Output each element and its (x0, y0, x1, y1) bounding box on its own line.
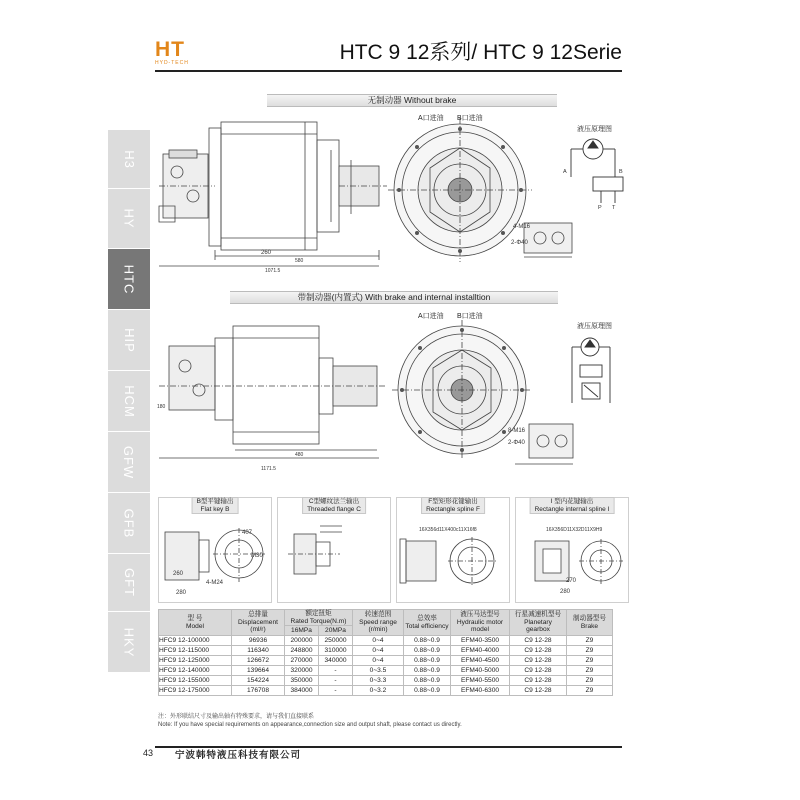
shaft-type-i-title: I 型内花键输出 Rectangle internal spline I (530, 497, 615, 514)
motor-side-view-with-brake (155, 308, 395, 473)
internal-spline-i-drawing (517, 535, 625, 597)
dim-270: 270 (566, 578, 577, 584)
table-cell: C9 12-28 (510, 646, 567, 656)
svg-text:B: B (619, 169, 623, 175)
table-cell: HFC9 12-155000 (159, 676, 232, 686)
table-cell: 176708 (232, 686, 285, 696)
tab-htc[interactable]: HTC (108, 249, 150, 309)
hydraulic-circuit-diagram (545, 135, 630, 210)
table-cell: 154224 (232, 676, 285, 686)
table-cell: - (318, 676, 352, 686)
table-cell: Z9 (567, 646, 613, 656)
table-row (159, 666, 613, 676)
col-displacement: 总排量 Displacement (ml/r) (232, 610, 285, 636)
table-cell: 116340 (232, 646, 285, 656)
col-gearbox: 行星减速机型号 Planetary gearbox (510, 610, 567, 636)
table-cell: 0.88~0.9 (404, 646, 451, 656)
table-cell: HFC9 12-100000 (159, 636, 232, 646)
dim-label: 480 (295, 452, 304, 458)
port-b-label: B口进油 (457, 115, 483, 122)
hydraulic-circuit-diagram-2 (560, 333, 625, 413)
table-cell: C9 12-28 (510, 666, 567, 676)
dim-4-m24: 4-M24 (206, 580, 224, 586)
port-a-label-2: A口进油 (418, 313, 444, 320)
table-cell: 96936 (232, 636, 285, 646)
section-label-with-brake: 带制动器(内置式) With brake and internal installtion (230, 291, 558, 304)
port-b-label-2: B口进油 (457, 313, 483, 320)
table-row (159, 676, 613, 686)
table-cell: EFM40-5000 (451, 666, 510, 676)
table-cell: 0~4 (353, 646, 404, 656)
tab-gfb[interactable]: GFB (108, 493, 150, 553)
dim-label: 1171.5 (261, 466, 276, 472)
table-cell: - (318, 686, 352, 696)
table-row (159, 636, 613, 646)
table-cell: C9 12-28 (510, 676, 567, 686)
spec-table (158, 609, 613, 696)
dim-m30: M30 (251, 553, 263, 559)
logo-text: HT (155, 38, 185, 61)
spline-f-spec: 16X356d11X400c11X16f8 (419, 527, 477, 533)
shaft-type-b-title: B型平键输出 Flat key B (192, 497, 239, 514)
table-cell: 126672 (232, 656, 285, 666)
table-cell: Z9 (567, 686, 613, 696)
table-cell: 0~3.2 (353, 686, 404, 696)
header-rule (155, 70, 622, 72)
table-cell: Z9 (567, 656, 613, 666)
table-cell: Z9 (567, 666, 613, 676)
table-cell: 0.88~0.9 (404, 656, 451, 666)
table-row (159, 686, 613, 696)
page-title: HTC 9 12系列/ HTC 9 12Serie (339, 41, 622, 64)
table-cell: C9 12-28 (510, 636, 567, 646)
table-cell: 0.88~0.9 (404, 686, 451, 696)
dim-label: 580 (295, 258, 304, 264)
rectangle-spline-f-drawing (398, 535, 506, 597)
table-cell: 340000 (318, 656, 352, 666)
svg-text:P: P (598, 205, 602, 210)
circuit-label-2: 液压原理图 (577, 323, 612, 330)
dim-label: 180 (157, 404, 166, 410)
table-cell: 248800 (285, 646, 319, 656)
tab-hy[interactable]: HY (108, 189, 150, 248)
table-cell: 200000 (285, 636, 319, 646)
motor-side-view-without-brake (155, 110, 395, 275)
footnote (158, 713, 462, 729)
col-speed: 转速范围 Speed range (r/min) (353, 610, 404, 636)
tab-gfw[interactable]: GFW (108, 432, 150, 492)
table-row (159, 656, 613, 666)
port-size-label: 2-Φ40 (511, 240, 528, 246)
dim-280: 280 (176, 590, 187, 596)
table-cell: EFM40-4500 (451, 656, 510, 666)
footnote-en: Note: If you have special requirements on appearance,connection size and output shaft, please contact us directly. (158, 722, 462, 728)
table-cell: C9 12-28 (510, 686, 567, 696)
table-cell: 310000 (318, 646, 352, 656)
table-cell: HFC9 12-115000 (159, 646, 232, 656)
dim-260: 260 (173, 571, 184, 577)
shaft-type-f-title: F型矩形花键输出 Rectangle spline F (421, 497, 485, 514)
col-motor: 液压马达型号 Hydraulic motor model (451, 610, 510, 636)
section-label-without-brake: 无制动器 Without brake (267, 94, 557, 107)
table-cell: EFM40-3500 (451, 636, 510, 646)
shaft-type-c-title: C型螺纹法兰输出 Threaded flange C (302, 497, 366, 514)
table-cell: - (318, 666, 352, 676)
bolt-spec-label: 4-M16 (513, 224, 531, 230)
table-row (159, 646, 613, 656)
tab-gft[interactable]: GFT (108, 554, 150, 611)
col-torque-16mpa: 16MPa (285, 626, 319, 636)
table-cell: 250000 (318, 636, 352, 646)
page-number: 43 (143, 748, 154, 758)
table-cell: 0.88~0.9 (404, 636, 451, 646)
dim-label: 260 (261, 250, 272, 256)
table-cell: 0~3.5 (353, 666, 404, 676)
table-cell: 320000 (285, 666, 319, 676)
tab-hcm[interactable]: HCM (108, 371, 150, 431)
port-size-label-2: 2-Φ40 (508, 440, 525, 446)
port-a-label: A口进油 (418, 115, 444, 122)
tab-h3[interactable]: H3 (108, 130, 150, 188)
dim-407: 407 (242, 530, 253, 536)
threaded-flange-c-drawing (280, 520, 386, 598)
table-cell: 270000 (285, 656, 319, 666)
table-cell: 0.88~0.9 (404, 676, 451, 686)
spline-i-spec: 16X356D11X32D11X9H9 (546, 527, 603, 533)
dim-280-i: 280 (560, 589, 571, 595)
table-cell: EFM40-5500 (451, 676, 510, 686)
table-cell: 384000 (285, 686, 319, 696)
circuit-label: 液压原理图 (577, 126, 612, 133)
table-cell: 139664 (232, 666, 285, 676)
col-efficiency: 总效率 Total efficiency (404, 610, 451, 636)
logo-subtext: HYD-TECH (155, 60, 189, 66)
col-brake: 制动器型号 Brake (567, 610, 613, 636)
table-cell: HFC9 12-140000 (159, 666, 232, 676)
tab-hky[interactable]: HKY (108, 612, 150, 672)
bolt-spec-label-2: 8-M16 (508, 428, 526, 434)
table-cell: Z9 (567, 676, 613, 686)
table-cell: 0~4 (353, 656, 404, 666)
brand-logo (155, 40, 215, 70)
table-cell: 0~3.3 (353, 676, 404, 686)
col-torque: 额定扭矩 Rated Torque(N.m) (285, 610, 353, 626)
tab-hip[interactable]: HIP (108, 310, 150, 370)
table-cell: HFC9 12-125000 (159, 656, 232, 666)
table-cell: 0~4 (353, 636, 404, 646)
table-cell: EFM40-6300 (451, 686, 510, 696)
footnote-cn: 注：外形联结尺寸及输出轴有特殊要求，请与我们直接联系 (158, 714, 315, 720)
table-cell: HFC9 12-175000 (159, 686, 232, 696)
table-cell: 0.88~0.9 (404, 666, 451, 676)
col-torque-20mpa: 20MPa (318, 626, 352, 636)
table-cell: Z9 (567, 636, 613, 646)
table-cell: 350000 (285, 676, 319, 686)
col-model: 型 号 Model (159, 610, 232, 636)
company-name: 宁波韩特液压科技有限公司 (175, 750, 302, 761)
table-cell: C9 12-28 (510, 656, 567, 666)
dim-label: 1071.5 (265, 268, 281, 274)
svg-text:A: A (563, 169, 567, 175)
svg-text:T: T (612, 205, 616, 210)
table-cell: EFM40-4000 (451, 646, 510, 656)
